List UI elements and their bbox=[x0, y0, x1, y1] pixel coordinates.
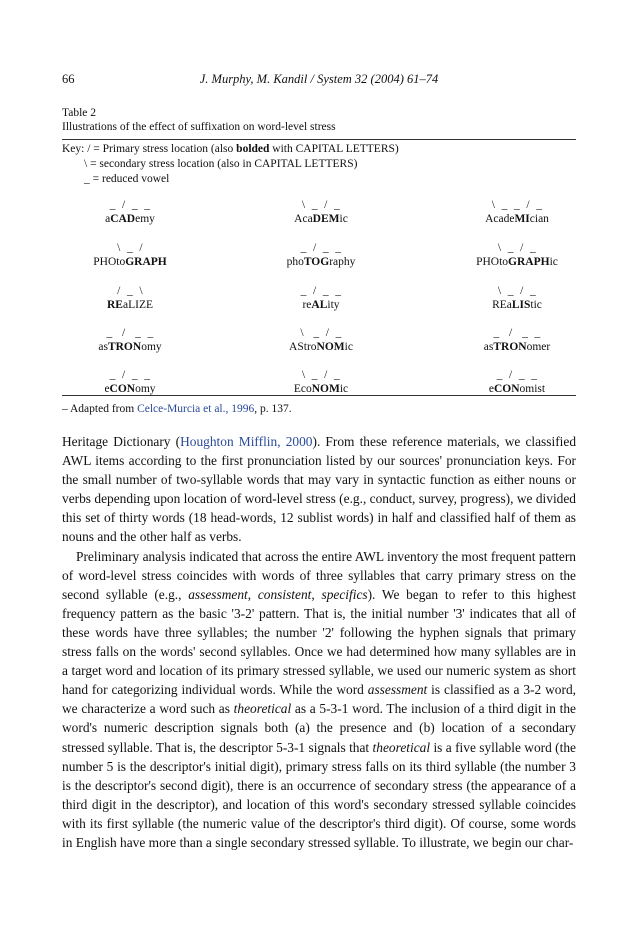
example-word: eCONomist bbox=[488, 383, 546, 395]
stress-marks: _ / _ _ bbox=[300, 242, 342, 254]
stress-example bbox=[40, 326, 220, 354]
example-word: REaLIZE bbox=[107, 299, 153, 311]
example-word: reALity bbox=[302, 299, 340, 311]
stress-marks: \ _ / _ bbox=[497, 242, 537, 254]
paragraph-1: Heritage Dictionary (Houghton Mifflin, 2000). From these reference materials, we classified AWL items according to the first pronunciation listed by our sources' pronunciation keys. For the small number of two-syllable words that may vary in syntactic function as either nouns or verbs depending upon location of word-level stress (e.g., conduct, survey, progress), we divided this set of thirty words (18 head-words, 12 sublist words) in half and classified half of them as nouns and the other half as verbs. bbox=[62, 434, 577, 545]
stress-marks: \ _ / _ bbox=[301, 369, 341, 381]
stress-example bbox=[40, 241, 220, 269]
stress-marks: _ / _ _ bbox=[300, 285, 342, 297]
stress-marks: _ / _ _ bbox=[496, 369, 538, 381]
table-label: Table 2 bbox=[62, 107, 97, 119]
stress-example bbox=[231, 284, 411, 312]
stress-marks: \ _ / _ bbox=[301, 199, 341, 211]
stress-example bbox=[40, 198, 220, 226]
body-text bbox=[62, 432, 576, 852]
stress-example bbox=[427, 198, 607, 226]
stress-example bbox=[40, 284, 220, 312]
citation-link[interactable]: Houghton Mifflin, 2000 bbox=[180, 434, 313, 449]
stress-marks: _ / _ _ bbox=[493, 327, 541, 339]
example-word: REaLIStic bbox=[492, 299, 542, 311]
example-word: eCONomy bbox=[104, 383, 156, 395]
example-word: asTRONomer bbox=[483, 341, 551, 353]
stress-marks: _ / _ _ bbox=[109, 369, 151, 381]
example-word: AcaDEMic bbox=[294, 213, 348, 225]
example-word: aCADemy bbox=[105, 213, 155, 225]
stress-example bbox=[231, 326, 411, 354]
table-bottom-rule bbox=[62, 395, 576, 396]
citation-link[interactable]: Celce-Murcia et al., 1996 bbox=[137, 403, 255, 415]
stress-marks: / _ \ bbox=[117, 285, 143, 297]
table-key-line-2: \ = secondary stress location (also in CAPITAL LETTERS) bbox=[84, 158, 358, 170]
stress-example bbox=[231, 241, 411, 269]
example-word: PHOtoGRAPH bbox=[93, 256, 167, 268]
stress-marks: \ _ _ / _ bbox=[491, 199, 543, 211]
stress-marks: _ / _ _ bbox=[106, 327, 154, 339]
stress-example bbox=[231, 198, 411, 226]
example-word: AcadeMIcian bbox=[485, 213, 549, 225]
stress-example bbox=[231, 368, 411, 396]
table-key-line-3: _ = reduced vowel bbox=[84, 173, 170, 185]
table-top-rule bbox=[62, 139, 576, 140]
example-word: phoTOGraphy bbox=[286, 256, 356, 268]
stress-example bbox=[40, 368, 220, 396]
example-word: EcoNOMic bbox=[293, 383, 349, 395]
table-caption: Illustrations of the effect of suffixation on word-level stress bbox=[62, 121, 336, 133]
stress-example bbox=[427, 326, 607, 354]
page-number: 66 bbox=[62, 72, 75, 86]
stress-marks: \ _ / _ bbox=[300, 327, 342, 339]
stress-marks: _ / _ _ bbox=[109, 199, 151, 211]
running-head: J. Murphy, M. Kandil / System 32 (2004) 61–74 bbox=[199, 72, 439, 86]
stress-example bbox=[427, 368, 607, 396]
table-key-line-1: Key: / = Primary stress location (also bolded with CAPITAL LETTERS) bbox=[62, 143, 399, 155]
paragraph-2: Preliminary analysis indicated that across the entire AWL inventory the most frequent pattern of word-level stress coincides with words of three syllables that carry primary stress on the second syllable (e.g., assessment, consistent, specifics). We began to refer to this highest frequency pattern as the basic '3-2' pattern. That is, the initial number '3' indicates that all of these words have three syllables; the number '2' following the hyphen signals that primary stress falls on the words' second syllables. Once we had determined how many syllables are in a target word and location of its primary stressed syllable, we used our numeric system as short hand for categorizing individual words. While the word assessment is classified as a 3-2 word, we characterize a word such as theoretical as a 5-3-1 word. The inclusion of a third digit in the word's numeric description signals both (a) the presence and (b) location of a secondary stressed syllable. That is, the descriptor 5-3-1 signals that theoretical is a five syllable word (the number 5 is the descriptor's initial digit), primary stress falls on its third syllable (the number 3 is the descriptor's second digit), there is an occurrence of secondary stress (the appearance of a third digit in the descriptor), and location of this word's secondary stressed syllable coincides with its first syllable (the numeric value of the descriptor's third digit). Of course, some words in English have more than a single secondary stressed syllable. To illustrate, we begin our char- bbox=[62, 548, 576, 850]
table-footnote: – Adapted from Celce-Murcia et al., 1996, p. 137. bbox=[62, 403, 292, 415]
example-word: asTRONomy bbox=[98, 341, 162, 353]
example-word: AStroNOMic bbox=[289, 341, 353, 353]
stress-example bbox=[427, 284, 607, 312]
example-word: PHOtoGRAPHic bbox=[476, 256, 558, 268]
stress-marks: \ _ / _ bbox=[497, 285, 537, 297]
stress-marks: \ _ / bbox=[117, 242, 143, 254]
stress-example bbox=[427, 241, 607, 269]
